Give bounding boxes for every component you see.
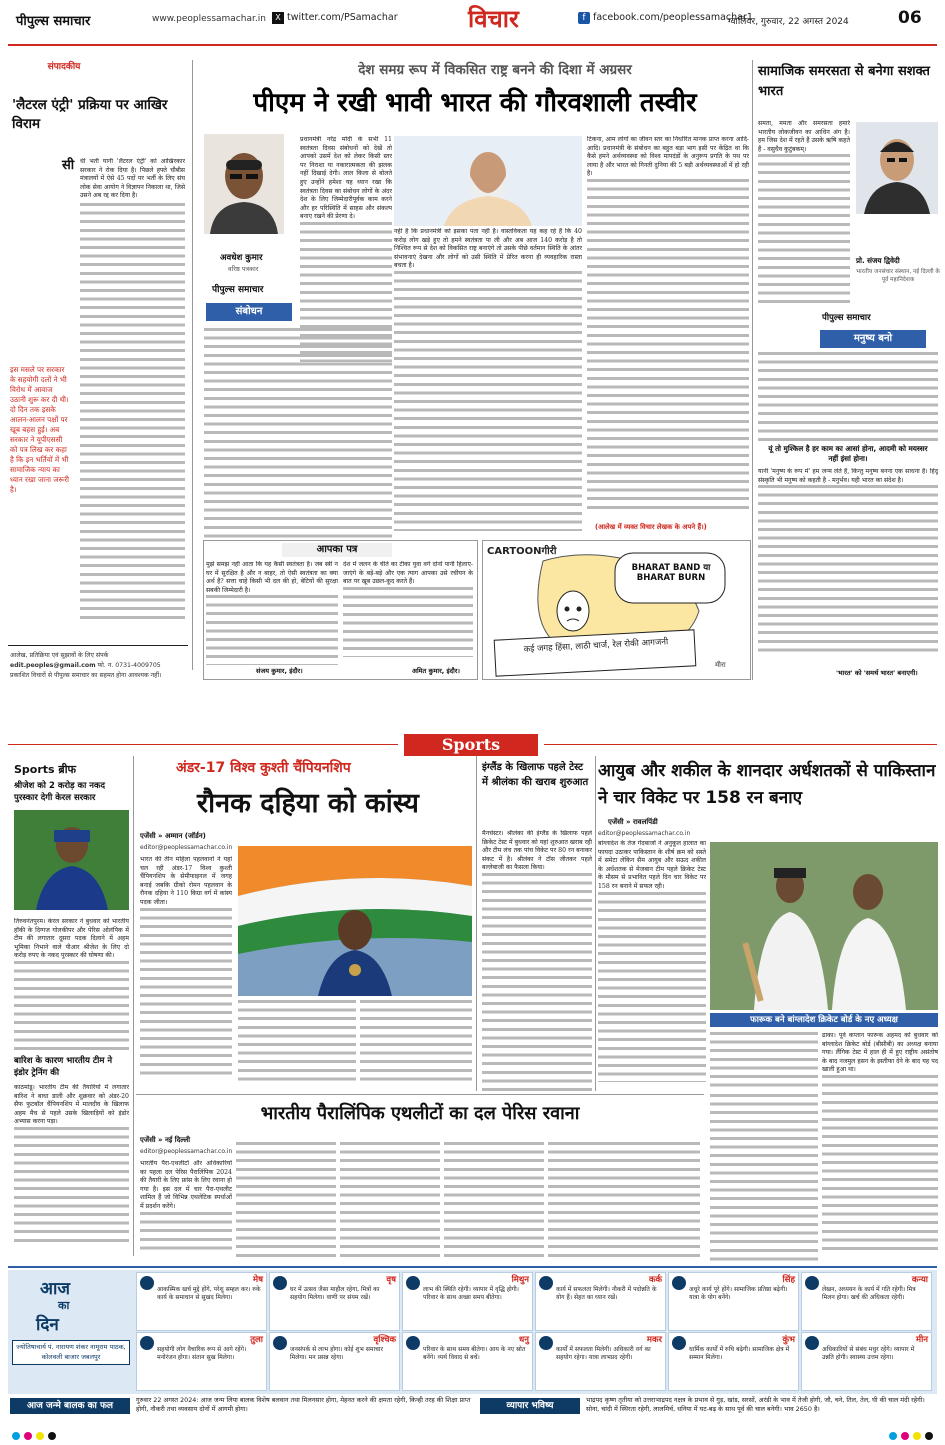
pm-photo — [394, 136, 582, 226]
letter-1: मुझे समझ नहीं आता कि यह कैसी स्वतंत्रता है। जब स्त्री न घर में सुरक्षित है और न बाहर, तो ऐसी स्वतंत्रता का क्या अर्थ है? सत्ता चाहे किसी भी दल की हो, बेटियों की सुरक्षा सबकी जिम्मेदारी है। — [206, 561, 338, 665]
para-body-2 — [236, 1142, 336, 1260]
letters-title: आपका पत्र — [282, 543, 392, 557]
horoscope-sign-card — [535, 1332, 666, 1391]
horoscope-sign-text: आकस्मिक खर्च मुद्दे होंगे, परेशु सम्हल कर। रुके कार्य के समाधान से सुखद मिलेगा। — [157, 1286, 261, 1302]
page-number: 06 — [898, 8, 922, 28]
horoscope-sign-card — [668, 1272, 799, 1331]
letter-1-sign: संजय कुमार, इंदौर। — [256, 667, 303, 675]
zodiac-icon — [672, 1336, 686, 1350]
horoscope-title-1: आज — [40, 1279, 70, 1299]
horoscope-sign-card — [269, 1272, 400, 1331]
horoscope-sign-card — [801, 1272, 932, 1331]
horoscope-sign-name: कन्या — [911, 1275, 928, 1285]
lead-closing: (आलेख में व्यक्त विचार लेखक के अपने हैं।) — [595, 523, 707, 531]
cartoon-banner: कई जगह हिंसा, लाठी चार्ज, रेल रोकी आगजनी — [523, 637, 669, 655]
horoscope-signs — [136, 1272, 937, 1392]
cmyk-cyan-r — [889, 1432, 897, 1440]
horoscope-title-2: का — [58, 1299, 70, 1312]
horoscope-sign-text: घर में उत्सव जैसा माहौल रहेगा, मित्रों का सहयोग मिलेगा। वाणी पर संयम रखें। — [290, 1286, 380, 1302]
editorial-column-divider — [192, 60, 193, 670]
horoscope-sign-card — [668, 1332, 799, 1391]
horoscope-sign-name: मीन — [915, 1335, 928, 1345]
wrestle-email[interactable]: editor@peoplessamachar.co.in — [140, 844, 233, 851]
social-author-photo — [856, 122, 938, 214]
horoscope-sign-text: अधिकारियों से संबंध मधुर रहेंगे। व्यापार में उन्नति होगी। स्वास्थ्य उत्तम रहेगा। — [822, 1346, 915, 1362]
facebook-icon: f — [578, 12, 590, 24]
zodiac-icon — [406, 1336, 420, 1350]
wrestle-kicker: अंडर-17 विश्व कुश्ती चैंपियनशिप — [176, 760, 351, 776]
sreejesh-photo — [14, 810, 129, 910]
editorial-rule — [8, 645, 188, 646]
wrestle-body-2 — [238, 1000, 356, 1084]
biz-text: भाद्रपद कृष्ण तृतीया को उत्तराभाद्रपद नक्षत्र के प्रभाव से गुड़, खांड, सरसों, अरंडी के भाव में तेजी होगी, जौ, चने, तिल, तेल, घी की चाल मंदी रहेगी। सोना, चांदी में स्थिरता रहेगी, लालमिर्च, धनिया में घट-बढ़ के साथ पूर्व की चाल बनेगी। भाव 2650 है। — [586, 1396, 925, 1414]
editorial-tag: संपादकीय — [8, 60, 120, 74]
pak-body: बांग्लादेश के तेज गेंदबाजों ने अनुकूल हालात का फायदा उठाकर पाकिस्तान के शीर्ष क्रम को सस्ते में समेटा लेकिन सैम आयुब और सऊद शकील के अर्धशतक से मेजबान टीम पहले क्रिकेट टेस्ट के मौसम से प्रभावित पहले दिन चार विकेट पर 158 रन बनाने में सफल रही। — [598, 840, 706, 1084]
zodiac-icon — [140, 1276, 154, 1290]
horoscope-sign-text: लेखन, अध्ययन के कार्य में गति रहेगी। मित्र मिलन होगा। खर्च की अधिकता रहेगी। — [822, 1286, 916, 1302]
editorial-lead-letter: सी — [62, 158, 75, 173]
cartoon-title: CARTOONगीरी — [487, 546, 557, 557]
pak-email[interactable]: editor@peoplessamachar.co.in — [598, 830, 691, 837]
sports-brief-label: Sports ब्रीफ — [14, 763, 77, 776]
social-tag: मनुष्य बनो — [820, 330, 926, 348]
cmyk-yellow-r — [913, 1432, 921, 1440]
zodiac-icon — [805, 1336, 819, 1350]
wrestle-byline: एजेंसी » अम्मान (जॉर्डन) — [140, 832, 206, 840]
horoscope-sign-name: कुंभ — [782, 1335, 795, 1345]
kid-text: गुरुवार 22 अगस्त 2024: आज जन्म लिया बालक विशेष बलवान तथा मिलनसार होगा, मेहनत करने की क्षमता रहेगी, किन्ही तरह की शिक्षा प्राप्त होगी, नौकरी तथा व्यवसाय दोनों में आगमी होगा। — [136, 1396, 471, 1414]
pak-caption: फारूक बने बांग्लादेश क्रिकेट बोर्ड के नए अध्यक्ष — [710, 1013, 938, 1027]
para-body-3 — [340, 1142, 440, 1260]
pak-body-2 — [710, 1032, 818, 1088]
editorial-title: 'लैटरल एंट्री' प्रक्रिया पर आखिर विराम — [12, 97, 168, 132]
sreejesh-image — [14, 810, 129, 910]
horoscope-sign-text: परिवार के साथ समय बीतेगा। आय के नए स्रोत बनेंगे। व्यर्थ विवाद से बचें। — [423, 1346, 526, 1362]
horoscope-sign-card — [402, 1272, 533, 1331]
cartoon-drawing — [483, 541, 750, 679]
social-intro: समता, ममता और समरसता हमारे भारतीय लोकजीवन का आधिन अंग है। हम जिस देश में रहते हैं उसके ऋषि कहते हैं - वसुधैव कुटुंबकम्। — [758, 120, 850, 320]
author-portrait — [204, 134, 284, 234]
horoscope-sign-name: कर्क — [648, 1275, 662, 1285]
social-column-divider — [752, 60, 753, 680]
horoscope-sign-text: कार्य में सफलता मिलेगी। नौकरी में पदोन्नति के योग हैं। सेहत का ध्यान रखें। — [556, 1286, 657, 1302]
cmyk-yellow — [36, 1432, 44, 1440]
wrestle-body-3 — [360, 1000, 472, 1084]
cmyk-black — [48, 1432, 56, 1440]
para-body: भारतीय पैरा-एथलीटों और अधिकारियों का पहला दल पेरिस पैरालिंपिक 2024 की तैयारी के लिए फ्रांस के लिए रवाना हो गया है। इस दल में चार पैरा-एथलीट शामिल हैं जो विभिन्न एथलेटिक स्पर्धाओं में प्रदर्शन करेंगे। — [140, 1160, 232, 1260]
website-link[interactable]: www.peoplessamachar.in — [152, 14, 266, 24]
zodiac-icon — [406, 1276, 420, 1290]
horoscope-title-box — [10, 1272, 130, 1392]
zodiac-icon — [805, 1276, 819, 1290]
zodiac-icon — [539, 1336, 553, 1350]
sports-brief-body: तिरुवनंतपुरम। केरल सरकार ने बुधवार को भारतीय हॉकी के दिग्गज गोलकीपर और पेरिस ओलंपिक में टीम की लगातार दूसरा पदक दिलाने में अहम भूमिका निभाने वाले पीआर श्रीजेश के लिए दो करोड़ रुपए के नकद पुरस्कार की घोषणा की। — [14, 918, 129, 1050]
social-headline: सामाजिक समरसता से बनेगा सशक्त भारत — [758, 64, 930, 99]
lead-col-1-lower — [204, 328, 392, 538]
author-role: वरिष्ठ पत्रकार — [228, 265, 259, 273]
letter-2: देश में जलन के चीते का टीका युवा वर्ग दोनों पानी हिलाए-जाएंगे के बड़े-बड़े और एक त्याग आपका उसे रचीयन के बात पर खूब उछल-कूद करते हैं। — [343, 561, 473, 665]
editorial-email[interactable]: edit.peoples@gmail.com — [10, 662, 96, 669]
twitter-icon: X — [272, 12, 284, 24]
zodiac-icon — [539, 1276, 553, 1290]
wrestler-image — [238, 846, 472, 996]
editorial-footer: आलेख, प्रतिक्रिया एवं सुझावों के लिए संपर्क edit.peoples@gmail.com फो. न. 0731-4009705 प्रकाशित विचारों से पीपुल्स समाचार का सहमत होना आवश्यक नहीं। — [10, 652, 162, 679]
kid-label: आज जन्मे बालक का फल — [10, 1398, 130, 1414]
sports-brief2-title: बारिश के कारण भारतीय टीम ने इंडोर ट्रेनिंग की — [14, 1056, 113, 1078]
horoscope-sign-text: लाभ की स्थिति रहेगी। व्यापार में वृद्धि होगी। परिवार के साथ अच्छा समय बीतेगा। — [423, 1286, 519, 1302]
horoscope-sign-text: सहयोगी लोग वैचारिक रूप से आगे रहेंगे। मनोरंजन होगा। संतान सुख मिलेगा। — [157, 1346, 247, 1362]
social-body-upper — [758, 352, 938, 442]
horoscope-title-3: दिन — [36, 1315, 59, 1335]
wrestle-headline: रौनक दहिया को कांस्य — [197, 788, 419, 819]
masthead-rule — [8, 44, 937, 46]
horoscope-sign-card — [269, 1332, 400, 1391]
editorial-side-note: इस मसले पर सरकार के सहयोगी दलों ने भी विरोध में आवाज उठानी शुरू कर दी थी। दो दिन तक इसके आलन-आलन पक्षों पर खूब बहस हुई। अब सरकार ने यूपीएससी को पत्र लिख कर कहा है कि इन भर्तियों में भी सामाजिक न्याय का ध्यान रखा जाना जरूरी है। — [10, 365, 70, 494]
sports-rule-right — [544, 744, 937, 745]
eng-title: इंग्लैंड के खिलाफ पहले टेस्ट में श्रीलंका की खराब शुरुआत — [482, 762, 589, 788]
horoscope-sign-card — [136, 1332, 267, 1391]
lead-logo: पीपुल्स समाचार — [212, 285, 264, 295]
lead-para-3: टिकना, आम लोगों का जीवन स्तर का निर्धारित मानक प्राप्त करना आदि-आदि। प्रधानमंत्री के संबोधन का बहुत बड़ा भाग इसी पर केंद्रित था कि कैसे हमने अर्थव्यवस्था को विश्व मापदंडों के अनुरूप प्रगति के पथ पर लाया है और भारत को गिनती दुनिया की 5 बड़ी अर्थव्यवस्थाओं में हो रही है। — [587, 136, 749, 538]
pm-portrait — [394, 136, 582, 226]
pak-batsmen-image — [710, 842, 938, 1010]
lead-kicker: देश समग्र रूप में विकसित राष्ट्र बनने की दिशा में अग्रसर — [358, 62, 632, 78]
social-closing: 'भारत' को 'समर्थ भारत' बनाएगी। — [836, 669, 918, 677]
cartoon-bubble: BHARAT BAND या BHARAT BURN — [631, 563, 711, 583]
social-logo: पीपुल्स समाचार — [822, 313, 871, 323]
sports-brief-title: श्रीजेश को 2 करोड़ का नकद पुरस्कार देगी केरल सरकार — [14, 781, 105, 803]
horoscope-sign-name: मकर — [646, 1335, 662, 1345]
para-email[interactable]: editor@peoplessamachar.co.in — [140, 1148, 233, 1155]
horoscope-sign-name: वृष — [386, 1275, 396, 1285]
zodiac-icon — [273, 1276, 287, 1290]
horoscope-sign-text: धार्मिक कार्यों में रुचि बढ़ेगी। सामाजिक क्षेत्र में सम्मान मिलेगा। — [689, 1346, 790, 1362]
eng-body: मैनचेस्टर। श्रीलंका की इंग्लैंड के खिलाफ पहले क्रिकेट टेस्ट में बुधवार को यहां शुरुआत खराब रही और टीम लंच तक पांच विकेट पर 80 रन बनाकर संकट में है। श्रीलंका ने टॉस जीतकर पहले बल्लेबाजी का फैसला किया। — [482, 830, 592, 1092]
horoscope-sign-card — [136, 1272, 267, 1331]
horoscope-sign-name: वृश्चिक — [373, 1335, 396, 1345]
cmyk-magenta — [24, 1432, 32, 1440]
pak-caption-body: ढाका। पूर्व कप्तान फारूक अहमद को बुधवार को बांग्लादेश क्रिकेट बोर्ड (बीसीबी) का अध्यक्ष बनाया गया। लैंगिक टेस्ट में हाल ही में हुए राष्ट्रीय असंतोष के बाद नजमुल हसन के इस्तीफा देने के बाद यह पद खाली हुआ था। — [822, 1032, 938, 1264]
brief-divider — [133, 756, 134, 1256]
sports-brief2-body: काठमांडू। भारतीय टीम की तैयारियों में लगातार बारिश ने बाधा डाली और शुक्रवार को अंडर-20 सैफ फुटबॉल चैंपियनशिप में मालदीव के खिलाफ अहम मैच से पहले उसके खिलाड़ियों को इंडोर अभ्यास करना पड़ा। — [14, 1084, 129, 1260]
horoscope-sign-name: सिंह — [782, 1275, 795, 1285]
horoscope-sign-card — [801, 1332, 932, 1391]
social-body: यानी 'मनुष्य के रूप में' हम जन्म लेते हैं, किन्तु मनुष्य बनना एक साधना है। हिंदू संस्कृति भी मनुष्य को कहती है - मनुर्भव। यही भारत का संदेश है। — [758, 468, 938, 666]
para-byline: एजेंसी » नई दिल्ली — [140, 1136, 191, 1144]
editorial-body: धी भर्ती यानी 'लैटरल एंट्री' को आखिरकार सरकार ने रोक दिया है। पिछले हफ्ते चौबीस मंत्रालयों में ऐसे 45 पदों पर भर्ती के लिए संघ लोक सेवा आयोग ने विज्ञापन निकाला था, जिसे उसने अब रद्द कर दिया है। — [80, 158, 185, 633]
horoscope-sign-name: धनु — [519, 1335, 529, 1345]
pak-photo — [710, 842, 938, 1010]
wrestle-divider — [476, 756, 477, 1091]
zodiac-icon — [672, 1276, 686, 1290]
para-body-5 — [548, 1142, 700, 1260]
social-author-role: भारतीय जनसंचार संस्थान, नई दिल्ली के पूर्व महानिदेशक — [856, 269, 940, 283]
zodiac-icon — [140, 1336, 154, 1350]
section-name: विचार — [468, 5, 519, 33]
social-quote: यूं तो मुश्किल है हर काम का आसां होना, आदमी को मयस्सर नहीं इंसां होना। — [768, 444, 928, 463]
pak-byline: एजेंसी » रावलपिंडी — [608, 818, 658, 826]
masthead — [0, 0, 945, 44]
horoscope-sign-text: अधूरे कार्य पूरे होंगे। सामाजिक प्रतिष्ठा बढ़ेगी। यात्रा के योग बनेंगे। — [689, 1286, 788, 1302]
social-author-portrait — [856, 122, 938, 214]
sports-banner: Sports — [404, 734, 538, 756]
social-author-name: प्रो. संजय द्विवेदी — [856, 256, 900, 265]
cartoon-box — [482, 540, 751, 680]
biz-label: व्यापार भविष्य — [480, 1398, 580, 1414]
horoscope-astrologer: ज्योतिषाचार्य पं. नारायण शंकर नामूराम पाठक, कोलवली बाजार जबलपुर — [12, 1340, 130, 1365]
author-name: अवधेश कुमार — [220, 253, 263, 263]
wrestler-photo — [238, 846, 472, 996]
horoscope-sign-card — [535, 1272, 666, 1331]
para-body-4 — [444, 1142, 544, 1260]
pak-body-3 — [710, 1094, 818, 1264]
horoscope-sign-text: जनसंपर्क से लाभ होगा। कोई शुभ समाचार मिलेगा। मन प्रसन्न रहेगा। — [290, 1346, 383, 1362]
horoscope-top-rule — [8, 1266, 937, 1268]
para-headline: भारतीय पैरालिंपिक एथलीटों का दल पेरिस रवाना — [260, 1103, 580, 1124]
brand-name: पीपुल्स समाचार — [16, 14, 91, 29]
twitter-link[interactable]: X twitter.com/PSamachar — [272, 12, 398, 24]
cartoon-signature: मीरा — [715, 661, 726, 669]
horoscope-sign-name: मिथुन — [511, 1275, 529, 1285]
lead-para-2: नहीं है कि प्रधानमंत्री को इसका पता नहीं है। वास्तविकता यह कह रहे हैं कि 40 करोड़ लोग खड़े हुए तो हमने स्वतंत्रता पा ली और अब आज 140 करोड़ है तो निश्चित रूप से देश को विकसित राष्ट्र बनाएंगे तो उसके पीछे वर्तमान स्थिति के आंतर संभावनाएं देखना और लोगों को उसी स्थिति में प्रेरित करना ही व्यवहारिक रास्ता बचता है। — [394, 228, 582, 538]
letter-2-sign: अमित कुमार, इंदौर। — [412, 667, 460, 675]
wrestle-body: भारत की तीन महिला पहलवानों ने यहां चल रही अंडर-17 विश्व कुश्ती चैंपियनशिप के सेमीफाइनल में जगह बनाई जबकि ग्रीको रोमन पहलवान के रौनक दहिया ने 110 किग्रा वर्ग में कांस्य पदक जीता। — [140, 856, 232, 1084]
dateline: ग्वालियर, गुरुवार, 22 अगस्त 2024 — [728, 17, 849, 27]
lead-tag: संबोधन — [206, 303, 292, 321]
brand-logo — [16, 10, 128, 30]
horoscope-sign-name: तुला — [250, 1335, 263, 1345]
cmyk-magenta-r — [901, 1432, 909, 1440]
lead-headline: पीएम ने रखी भावी भारत की गौरवशाली तस्वीर — [253, 88, 697, 118]
cmyk-cyan — [12, 1432, 20, 1440]
pak-headline: आयुब और शकील के शानदार अर्धशतकों से पाकिस्तान ने चार विकेट पर 158 रन बनाए — [598, 761, 936, 808]
eng-divider — [595, 756, 596, 1091]
zodiac-icon — [273, 1336, 287, 1350]
horoscope-sign-card — [402, 1332, 533, 1391]
cmyk-black-r — [925, 1432, 933, 1440]
facebook-link[interactable]: f facebook.com/peoplessamachar1 — [578, 12, 753, 24]
horoscope-sign-text: कार्यों में सफलता मिलेगी। अधिकारी वर्ग का सहयोग रहेगा। यात्रा लाभप्रद रहेगी। — [556, 1346, 651, 1362]
sports-rule-left — [8, 744, 398, 745]
horoscope-sign-name: मेष — [253, 1275, 263, 1285]
print-color-bar — [0, 1432, 945, 1440]
lead-para-1: प्रधानमंत्री नरेंद्र मोदी के सभी 11 स्वतंत्रता दिवस संबोधनों को देखें तो आपको उसमें देश को लेकर किसी स्तर पर निराशा या नकारात्मकता की झलक नहीं दिखाई देगी। लाल किला से बोलते हुए उन्होंने हमेशा यह ध्यान रखा कि स्वतंत्रता दिवस का संबोधन लोगों के अंदर देश के लिए जिम्मेदारीपूर्वक काम करने और हर परिस्थिति में साहस और संकल्प बनाए रखने की प्रेरणा दे। — [300, 136, 392, 366]
author-photo — [204, 134, 284, 234]
para-top-rule — [136, 1094, 704, 1095]
